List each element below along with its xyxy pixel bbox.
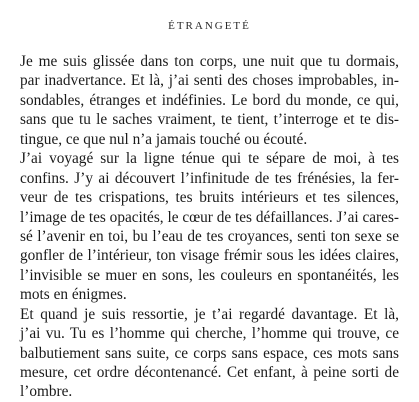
text-line: l’invisible se muer en sons, les couleurs en spontanéités, les [20,266,399,284]
text-line: gonfler de l’intérieur, ton visage frémir sous les idées claires, [20,247,399,265]
paragraph [20,52,399,149]
text-line: par inadvertance. Et là, j’ai senti des choses improbables, in- [20,72,399,90]
page-title: ÉTRANGETÉ [168,20,251,32]
text-line: J’ai voyagé sur la ligne ténue qui te sépare de moi, à tes [20,150,399,168]
text-body [20,52,399,402]
text-line: sé l’avenir en toi, bu l’eau de tes croyances, senti ton sexe se [20,227,399,245]
text-line: Et quand je suis ressortie, je t’ai regardé davantage. Et là, [20,305,399,323]
text-line: mesure, cet ordre décontenancé. Cet enfant, à peine sorti de [20,364,399,381]
paragraph [20,149,399,305]
text-line: j’ai vu. Tu es l’homme qui cherche, l’homme qui trouve, ce [20,325,399,343]
text-line: l’ombre. [20,383,73,401]
text-line: balbutiement sans suite, ce corps sans espace, ces mots sans [20,344,399,362]
text-line: tingue, ce que nul n’a jamais touché ou écouté. [20,130,308,148]
paragraph [20,305,399,402]
text-line: l’image de tes opacités, le cœur de tes défaillances. J’ai cares- [20,208,399,226]
text-line: sondables, étranges et indéfinies. Le bord du monde, ce qui, [20,91,399,109]
text-line: sans que tu le saches vraiment, te tient, t’interroge et te dis- [20,111,399,129]
text-line: mots en énigmes. [20,286,127,304]
text-line: Je me suis glissée dans ton corps, une nuit que tu dormais, [20,53,399,70]
text-line: veur de tes crispations, tes bruits intérieurs et tes silences, [20,189,399,207]
text-line: confins. J’y ai découvert l’infinitude de tes frénésies, la fer- [20,169,399,187]
